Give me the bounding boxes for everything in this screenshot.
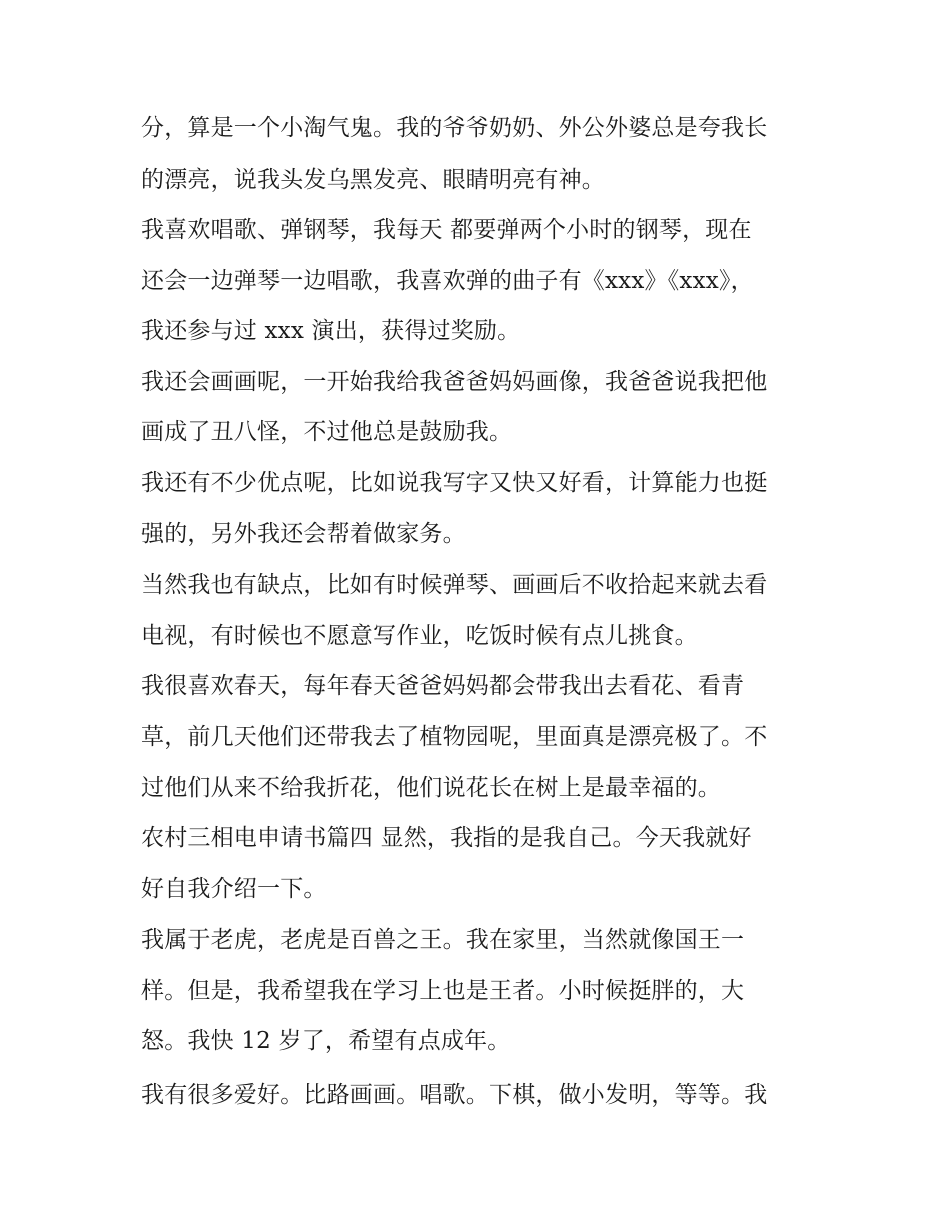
text-line: 还会一边弹琴一边唱歌，我喜欢弹的曲子有《xxx》《xxx》， [141, 268, 754, 294]
text-line: 农村三相电申请书篇四 显然，我指的是我自己。今天我就好 [141, 825, 752, 851]
text-line: 我属于老虎，老虎是百兽之王。我在家里，当然就像国王一 [141, 927, 745, 953]
text-line: 我还参与过 xxx 演出，获得过奖励。 [141, 318, 521, 344]
text-line: 画成了丑八怪，不过他总是鼓励我。 [141, 419, 513, 445]
text-line: 的漂亮，说我头发乌黑发亮、眼睛明亮有神。 [141, 167, 605, 193]
text-line: 过他们从来不给我折花，他们说花长在树上是最幸福的。 [141, 775, 721, 801]
text-line: 强的，另外我还会帮着做家务。 [141, 521, 466, 547]
text-line: 分，算是一个小淘气鬼。我的爷爷奶奶、外公外婆总是夸我长 [141, 115, 768, 141]
text-line: 草，前几天他们还带我去了植物园呢，里面真是漂亮极了。不 [141, 724, 768, 750]
text-line: 我还会画画呢，一开始我给我爸爸妈妈画像，我爸爸说我把他 [141, 369, 768, 395]
text-line: 样。但是，我希望我在学习上也是王者。小时候挺胖的，大 [141, 978, 745, 1004]
text-line: 我很喜欢春天，每年春天爸爸妈妈都会带我出去看花、看青 [141, 673, 745, 699]
text-line: 我有很多爱好。比路画画。唱歌。下棋，做小发明，等等。我 [141, 1082, 768, 1108]
text-line: 我还有不少优点呢，比如说我写字又快又好看，计算能力也挺 [141, 470, 768, 496]
text-line: 怒。我快 12 岁了，希望有点成年。 [141, 1028, 511, 1054]
text-line: 电视，有时候也不愿意写作业，吃饭时候有点儿挑食。 [141, 623, 698, 649]
text-line: 好自我介绍一下。 [141, 876, 327, 902]
text-line: 当然我也有缺点，比如有时候弹琴、画画后不收拾起来就去看 [141, 572, 768, 598]
text-line: 我喜欢唱歌、弹钢琴，我每天 都要弹两个小时的钢琴，现在 [141, 217, 752, 243]
